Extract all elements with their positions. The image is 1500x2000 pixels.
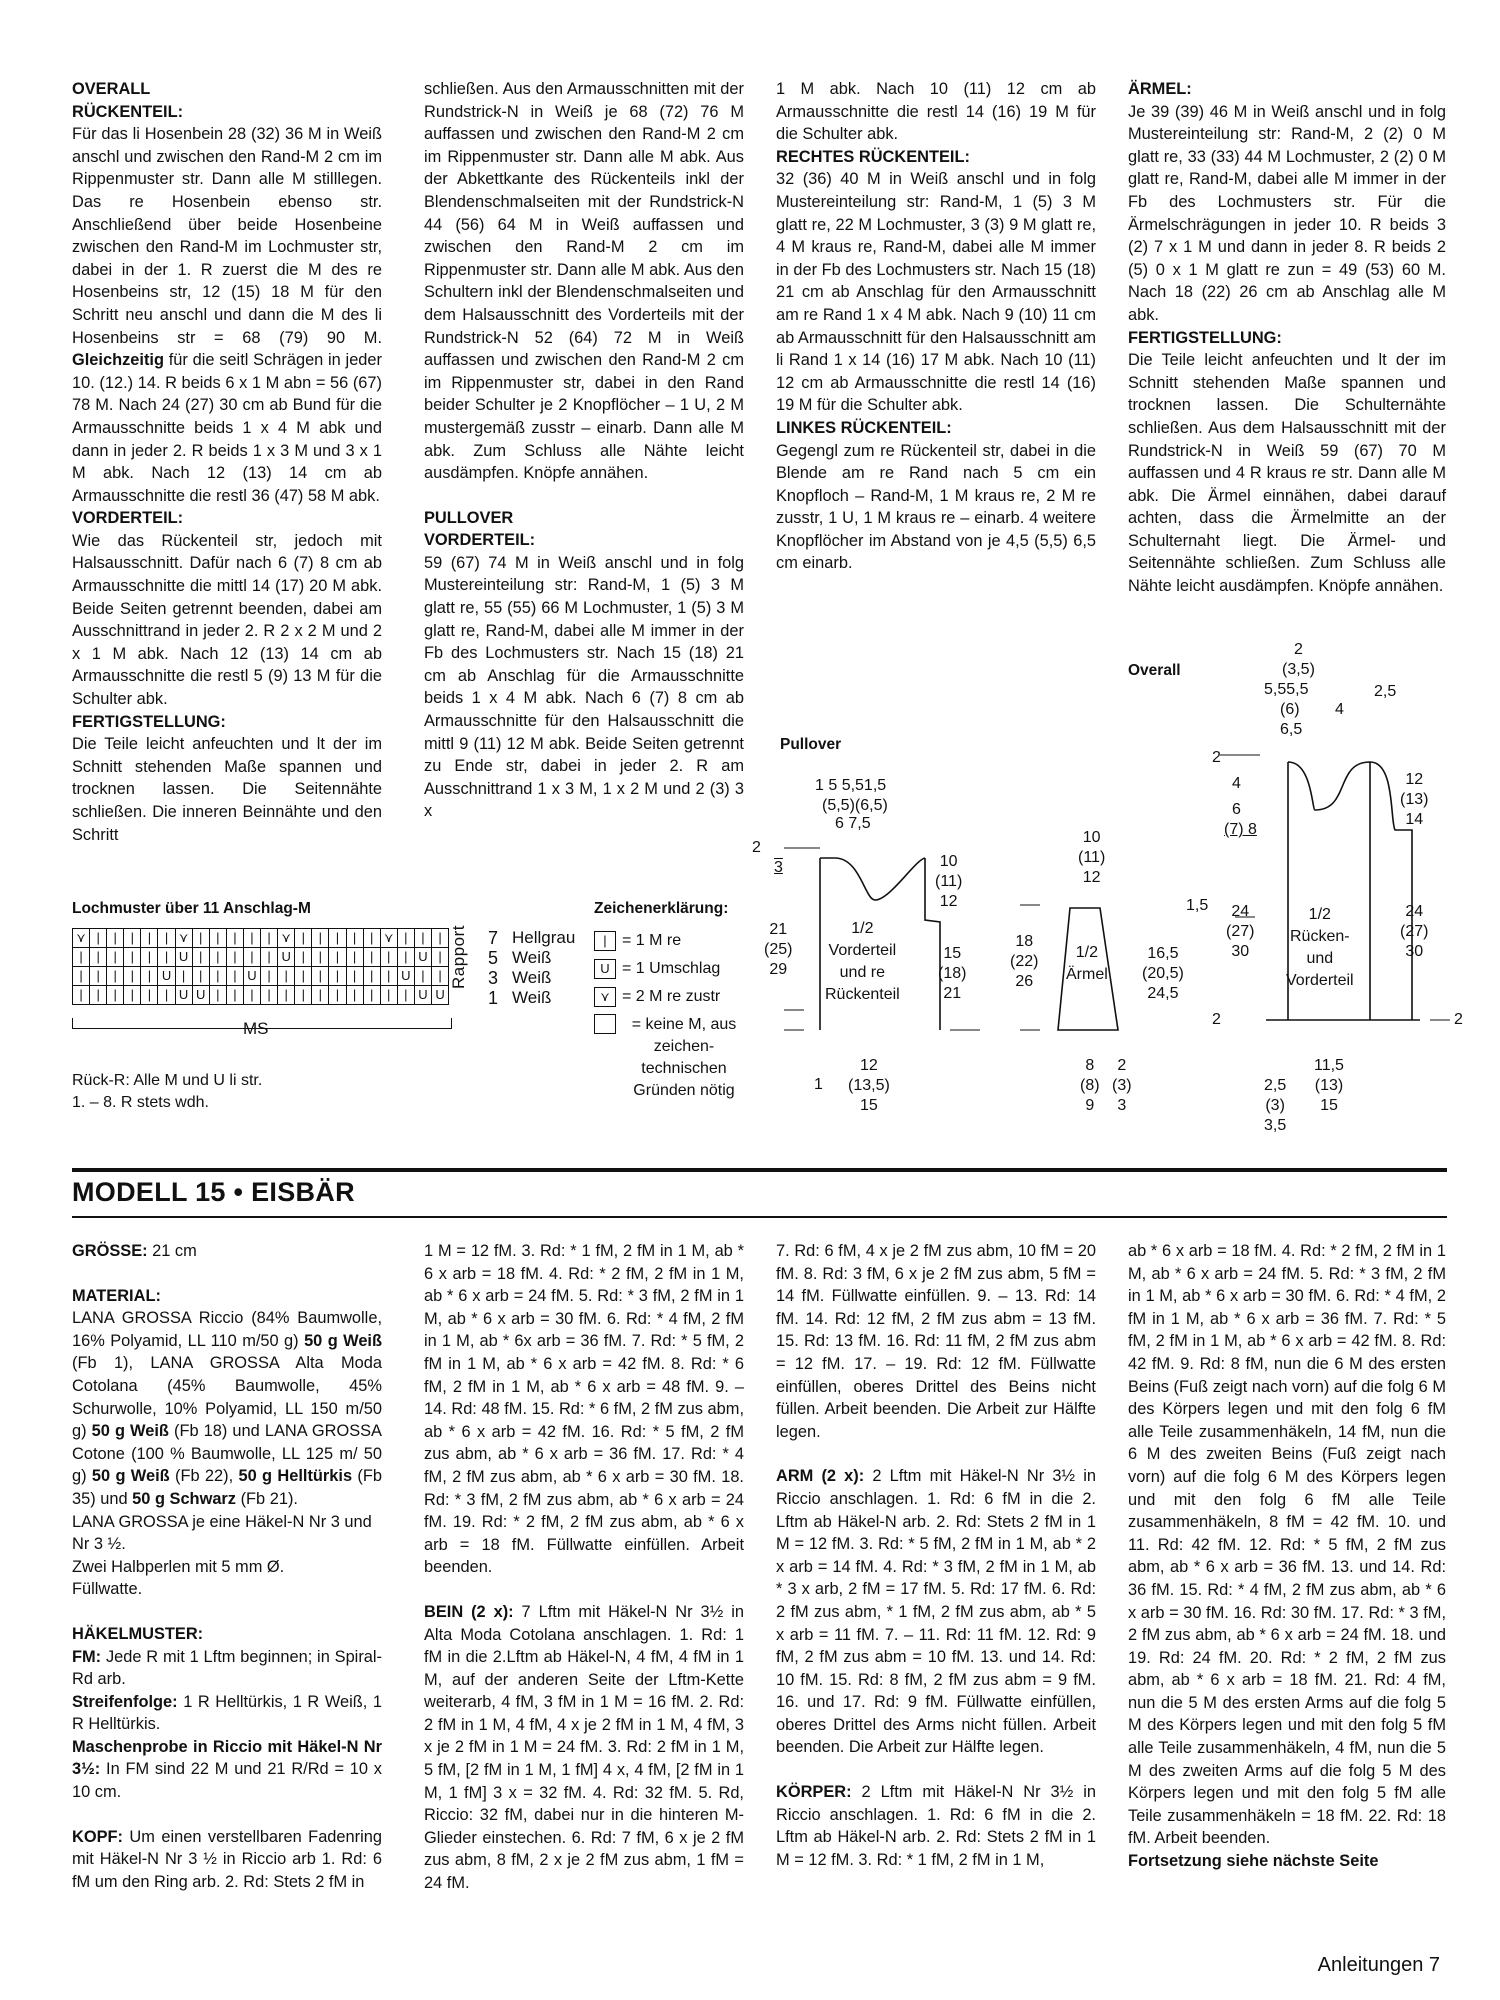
overall-left-2: 2 — [1212, 749, 1221, 766]
col3-text: 1 M abk. Nach 10 (11) 12 cm ab Armausschnitte die restl 14 (16) 19 M für die Schulter abk. — [776, 80, 1096, 144]
lochmuster-cell: | — [295, 948, 312, 967]
lochmuster-cell: U — [243, 967, 260, 986]
overall-bottom-115: 11,5 (13) 15 — [1314, 1057, 1344, 1114]
color-hellgrau: Hellgrau — [512, 928, 576, 947]
lochmuster-cell: | — [431, 967, 448, 986]
pullover-bottom-1: 1 — [814, 1076, 823, 1093]
modell-c1-para: LANA GROSSA je eine Häkel-N Nr 3 und Nr 3 ½. — [72, 1512, 372, 1554]
lochmuster-cell: | — [209, 986, 226, 1005]
lochmuster-cell: | — [73, 986, 90, 1005]
lochmuster-ms: MS — [243, 1019, 269, 1038]
modell-bein: BEIN (2 x): 7 Lftm mit Häkel-N Nr 3½ in Alta Moda Cotolana anschlagen. 1. Rd: 1 fM in die 2.Lftm ab Häkel-N, 4 fM, 4 fM in 1 M, auf der anderen Seite der Lftm-Kette weiterarb, 4 fM, 3 fM in 1 M = 16 fM. 2. Rd: 2 fM in 1 M, 4 fM, 4 x je 2 fM in 1 M, 4 fM, 3 x je 2 fM in 1 M = 24 fM. 3. Rd: 2 fM in 1 M, 5 fM, [2 fM in 1 M, 1 fM] 4 x, 4 fM, [2 fM in 1 M, 1 fM] 3 x = 32 fM. 4. Rd: 32 fM. 5. Rd, Riccio: 32 fM, dabei nur in die hinteren M-Glieder einstechen. 6. Rd: 7 fM, 6 x je 2 fM zus abm, 8 fM, 2 x je 2 fM zus abm, 1 fM = 24 fM. — [424, 1602, 744, 1893]
pullover-right-15: 15 (18) 21 — [938, 945, 967, 1002]
lochmuster-rapport: Rapport — [449, 925, 468, 989]
fertig-text: Die Teile leicht anfeuchten und lt der im Schnitt stehenden Maße spannen und trocknen lassen. Die Seitennähte schließen. Die inneren Beinnähte und den Schritt — [72, 735, 382, 844]
lochmuster-cell: | — [90, 967, 107, 986]
lochmuster-chart — [72, 928, 449, 1005]
modell-c1-material: LANA GROSSA Riccio (84% Baumwolle, 16% Polyamid, LL 110 m/50 g) 50 g Weiß (Fb 1), LANA GROSSA Alta Moda Cotolana (45% Baumwolle, 45% Schurwolle, 10% Polyamid, LL 150 m/50 g) 50 g Weiß (Fb 18) und LANA GROSSA Cotone (100 % Baumwolle, LL 125 m/ 50 g) 50 g Weiß (Fb 22), 50 g Helltürkis (Fb 35) und 50 g Schwarz (Fb 21). — [72, 1309, 382, 1508]
lochmuster-cell: | — [261, 986, 278, 1005]
fortsetzung: Fortsetzung siehe nächste Seite — [1128, 1852, 1379, 1871]
overall-left-165: 16,5 (20,5) 24,5 — [1142, 945, 1184, 1002]
modell-c3-text: 7. Rd: 6 fM, 4 x je 2 fM zus abm, 10 fM = 20 fM. 8. Rd: 3 fM, 6 x je 2 fM zus abm, 5 fM = 14 fM. Füllwatte einfüllen. 9. – 13. Rd: 14 fM. 14. Rd: 12 fM, 2 fM zus abm = 13 fM. 15. Rd: 13 fM. 16. Rd: 11 fM, 2 fM zus abm = 12 fM. 17. – 19. Rd: 12 fM. Füllwatte einfüllen, oberes Drittel des Beins nicht füllen. Arbeit beenden. Die Arbeit zur Hälfte legen. — [776, 1242, 1096, 1441]
overall-left-4: 4 — [1232, 775, 1241, 792]
lochmuster-cell: | — [158, 929, 175, 948]
overall-top-f: 6,5 — [1280, 721, 1303, 738]
lochmuster-title: Lochmuster über 11 Anschlag-M — [72, 900, 311, 917]
pullover-vorderteil-text: 59 (67) 74 M in Weiß anschl und in folg Mustereinteilung str: Rand-M, 1 (5) 3 M glatt re, 55 (55) 66 M Lochmuster, 1 (5) 3 M glatt re, Rand-M, dabei alle M immer in der Fb des Lochmusters str. Nach 15 (18) 21 cm ab Anschlag für die Armausschnitte beids 1 x 4 M abk. Nach 6 (7) 8 cm ab Armausschnitte für den Halsausschnitt die mittl 9 (11) 12 M abk. Beide Seiten getrennt zu Ende str, dabei in jeder 2. R am Ausschnittrand 1 x 3 M, 1 x 2 M und 2 (3) 3 x — [424, 553, 744, 821]
overall-right-24: 24 (27) 30 — [1400, 903, 1429, 960]
lochmuster-cell: | — [380, 948, 397, 967]
lochmuster-cell: | — [414, 967, 431, 986]
lochmuster-cell: | — [90, 986, 107, 1005]
column-1 — [72, 78, 382, 846]
rownum-7: 7 — [488, 928, 499, 948]
pullover-schema-label: Pullover — [780, 736, 842, 753]
overall-top-d: 4 — [1335, 701, 1344, 718]
rueckenteil-heading: RÜCKENTEIL: — [72, 102, 184, 121]
overall-top-c: (6) — [1280, 701, 1300, 718]
modell-column-3 — [776, 1240, 1096, 1871]
lochmuster-cell: | — [278, 986, 295, 1005]
lochmuster-cell: ⋎ — [73, 929, 90, 948]
lochmuster-cell: | — [243, 929, 260, 948]
lochmuster-cell: | — [363, 986, 380, 1005]
lochmuster-cell: | — [226, 967, 243, 986]
lochmuster-cell: | — [380, 967, 397, 986]
modell-c2-text: 1 M = 12 fM. 3. Rd: * 1 fM, 2 fM in 1 M, ab * 6 x arb = 18 fM. 4. Rd: * 2 fM, 2 fM in 1 M, ab * 6 x arb = 24 fM. 5. Rd: * 3 fM, 2 fM in 1 M, ab * 6 x arb = 30 fM. 6. Rd: * 4 fM, 2 fM in 1 M, ab * 6x arb = 36 fM. 7. Rd: * 5 fM, 2 fM in 1 M, ab * 6 x arb = 42 fM. 8. Rd: * 6 fM, 2 fM in 1 M, ab * 6 x arb = 48 fM. 9. – 14. Rd: 48 fM. 15. Rd: * 6 fM, 2 fM zus abm, ab * 6 x arb = 42 fM. 16. Rd: * 5 fM, 2 fM zus abm, ab * 6 x arb = 36 fM. 17. Rd: * 4 fM, 2 fM zus abm, ab * 6 x arb = 30 fM. 18. Rd: * 3 fM, 2 fM zus abm, ab * 6 x arb = 24 fM. 19. Rd: * 2 fM, 2 fM zus abm, ab * 6 x arb = 18 fM. Füllwatte einfüllen. Arbeit beenden. — [424, 1242, 744, 1577]
lochmuster-cell: | — [261, 929, 278, 948]
sleeve-top: 10 (11) 12 — [1078, 829, 1106, 886]
pullover-title: PULLOVER — [424, 508, 514, 527]
modell-c1-para: Maschenprobe in Riccio mit Häkel-N Nr 3½: In FM sind 22 M und 21 R/Rd = 10 x 10 cm. — [72, 1737, 382, 1802]
lochmuster-cell: | — [295, 986, 312, 1005]
fertig2-heading: FERTIGSTELLUNG: — [1128, 328, 1282, 347]
lochmuster-cell: | — [312, 986, 329, 1005]
lochmuster-cell: | — [312, 967, 329, 986]
legend-item-keine: = keine M, aus zeichen-technischen Gründen nötig — [594, 1014, 744, 1034]
aermel-heading: ÄRMEL: — [1128, 80, 1192, 98]
modell-c1-heading: MATERIAL: — [72, 1286, 161, 1305]
knit-symbol-icon: | — [594, 931, 616, 951]
modell-c1-para: GRÖSSE: 21 cm — [72, 1242, 197, 1260]
lochmuster-cell: | — [380, 986, 397, 1005]
modell-c1-para: Zwei Halbperlen mit 5 mm Ø. — [72, 1557, 285, 1576]
overall-left-78: (7) 8 — [1224, 821, 1257, 838]
vorderteil-heading: VORDERTEIL: — [72, 509, 184, 528]
modell-column-1 — [72, 1240, 382, 1893]
lochmuster-cell: | — [175, 967, 192, 986]
pullover-center: 1/2 Vorderteil und re Rückenteil — [825, 920, 900, 1003]
overall-bottom-2b: 2 — [1454, 1011, 1463, 1028]
lochmuster-cell: | — [209, 948, 226, 967]
pullover-vorderteil-heading: VORDERTEIL: — [424, 531, 536, 550]
section-rule-bottom — [72, 1216, 1447, 1218]
lochmuster-cell: | — [243, 986, 260, 1005]
sleeve-center: 1/2 Ärmel — [1066, 944, 1108, 983]
pullover-left-num: 21 (25) 29 — [764, 921, 793, 978]
overall-left-6: 6 — [1232, 801, 1241, 818]
lochmuster-row — [73, 967, 449, 986]
k2tog-symbol-icon: ⋎ — [594, 987, 616, 1007]
lochmuster-rownums — [488, 928, 498, 1008]
lochmuster-cell: | — [346, 948, 363, 967]
pullover-bottom: 12 (13,5) 15 — [848, 1057, 890, 1114]
yarn-over-symbol-icon: U — [594, 959, 616, 979]
lochmuster-cell: | — [397, 986, 414, 1005]
lochmuster-cell: | — [124, 986, 141, 1005]
lochmuster-cell: | — [124, 929, 141, 948]
modell-column-2 — [424, 1240, 744, 1895]
section-rule — [72, 1168, 1447, 1172]
lochmuster-cell: | — [431, 948, 448, 967]
modell-c4-text: ab * 6 x arb = 18 fM. 4. Rd: * 2 fM, 2 fM in 1 M, ab * 6 x arb = 24 fM. 5. Rd: * 3 fM, 2 fM in 1 M, ab * 6 x arb = 30 fM. 6. Rd: * 4 fM, 2 fM in 1 M, ab * 6 x arb = 36 fM. 7. Rd: * 5 fM, 2 fM in 1 M, ab * 6 x arb = 42 fM. 8. Rd: 42 fM. 9. Rd: 8 fM, nun die 6 M des ersten Beins (Fuß zeigt nach vorn) auf die folg 6 M des Körpers legen und mit den folg 6 fM alle Teile zusammenhäkeln, 14 fM, nun die 6 M des zweiten Beins (Fuß zeigt nach vorn) auf die folg 6 M des Körpers legen und mit den folg 6 fM alle Teile zusammenhäkeln, 8 fM = 42 fM. 10. und 11. Rd: 42 fM. 12. Rd: * 5 fM, 2 fM zus abm, ab * 6 x arb = 36 fM. 13. und 14. Rd: 36 fM. 15. Rd: * 4 fM, 2 fM zus abm, ab * 6 x arb = 30 fM. 16. Rd: 30 fM. 17. Rd: * 3 fM, 2 fM zus abm, ab * 6 x arb = 24 fM. 18. und 19. Rd: 24 fM. 20. Rd: * 2 fM, 2 fM zus abm, ab * 6 x arb = 18 fM. 21. Rd: 4 fM, nun die 5 M des ersten Arms auf die folg 5 M des Körpers legen und mit den folg 5 fM alle Teile zusammenhäkeln, 4 fM, nun die 5 M des zweiten Arms auf die folg 5 M des Körpers legen und mit den folg 5 fM alle Teile zusammenhäkeln = 18 fM. 22. Rd: 18 fM. Arbeit beenden. — [1128, 1242, 1446, 1848]
pullover-top-row: 1 5 5,51,5 — [815, 777, 887, 794]
column-4 — [1128, 78, 1446, 598]
lochmuster-cell: | — [90, 948, 107, 967]
lochmuster-cell: | — [192, 967, 209, 986]
lochmuster-row — [73, 929, 449, 948]
lochmuster-cell: | — [261, 967, 278, 986]
lochmuster-cell: | — [158, 986, 175, 1005]
linkes-text: Gegengl zum re Rückenteil str, dabei in die Blende am re Rand nach 5 cm ein Knopfloch – Rand-M, 1 M kraus re, 2 M re zusstr, 1 U, 1 M kraus re – einarb. 4 weitere Knopflöcher im Abstand von je 4,5 (5,5) 6,5 cm einarb. — [776, 441, 1096, 573]
lochmuster-cell: | — [329, 929, 346, 948]
lochmuster-cell: U — [414, 948, 431, 967]
lochmuster-cell: | — [312, 929, 329, 948]
vorderteil-text: Wie das Rückenteil str, jedoch mit Halsausschnitt. Dafür nach 6 (7) 8 cm ab Armausschnitte die mittl 14 (17) 20 M abk. Beide Seiten getrennt beenden, dabei am Ausschnittrand in jeder 2. R 2 x 2 M und 2 x 1 M abk. Nach 12 (13) 14 cm ab Armausschnitte die restl 5 (9) 13 M für die Schulter abk. — [72, 531, 382, 709]
lochmuster-cell: U — [175, 948, 192, 967]
linkes-heading: LINKES RÜCKENTEIL: — [776, 418, 952, 437]
lochmuster-cell: | — [346, 967, 363, 986]
fertig-heading: FERTIGSTELLUNG: — [72, 712, 226, 731]
lochmuster-cell: | — [363, 967, 380, 986]
legend-title: Zeichenerklärung: — [594, 900, 729, 917]
rechtes-text: 32 (36) 40 M in Weiß anschl und in folg Mustereinteilung str: Rand-M, 1 (5) 3 M glatt re, 22 M Lochmuster, 3 (3) 9 M glatt re, 4 M kraus re, Rand-M, dabei alle M immer in der Fb des Lochmusters str. Nach 15 (18) 21 cm ab Anschlag für den Armausschnitt am re Rand 1 x 4 M abk. Nach 9 (10) 11 cm ab Armausschnitt für den Halsausschnitt am li Rand 1 x 14 (16) 17 M abk. Nach 10 (11) 12 cm ab Armausschnitte die restl 14 (16) 19 M für die Schulter abk. — [776, 170, 1096, 415]
lochmuster-cell: | — [278, 967, 295, 986]
lochmuster-cell: | — [261, 948, 278, 967]
lochmuster-cell: U — [158, 967, 175, 986]
lochmuster-note1: Rück-R: Alle M und U li str. — [72, 1072, 263, 1089]
lochmuster-cell: U — [414, 986, 431, 1005]
lochmuster-cell: | — [397, 929, 414, 948]
lochmuster-cell: | — [73, 948, 90, 967]
lochmuster-cell: ⋎ — [278, 929, 295, 948]
lochmuster-cell: | — [141, 929, 158, 948]
lochmuster-cell: | — [209, 929, 226, 948]
lochmuster-cell: | — [346, 986, 363, 1005]
lochmuster-cell: | — [226, 948, 243, 967]
pullover-left-2: 2 — [752, 839, 761, 856]
sleeve-left: 18 (22) 26 — [1010, 933, 1039, 990]
lochmuster-cell: | — [141, 967, 158, 986]
lochmuster-cell: U — [175, 986, 192, 1005]
lochmuster-cell: | — [363, 948, 380, 967]
lochmuster-note2: 1. – 8. R stets wdh. — [72, 1094, 209, 1111]
lochmuster-cell: | — [329, 948, 346, 967]
lochmuster-cell: | — [192, 948, 209, 967]
modell-koerper: KÖRPER: 2 Lftm mit Häkel-N Nr 3½ in Riccio anschlagen. 1. Rd: 6 fM in die 2. Lftm ab Häkel-N arb. 2. Rd: Stets 2 fM in 1 M = 12 fM. 3. Rd: * 1 fM, 2 fM in 1 M, — [776, 1783, 1096, 1869]
lochmuster-cell: ⋎ — [175, 929, 192, 948]
col2-text: schließen. Aus den Armausschnitten mit der Rundstrick-N in Weiß je 68 (72) 76 M auffassen und zwischen den Rand-M 2 cm im Rippenmuster str. Dann alle M abk. Aus der Abkettkante des Rückenteils inkl der Blendenschmalseiten mit der Rundstrick-N 44 (56) 64 M in Weiß auffassen und zwischen den Rand-M 2 cm im Rippenmuster str. Dann alle M abk. Aus den Schultern inkl der Blendenschmalseiten und dem Halsausschnitt des Vorderteils mit der Rundstrick-N 52 (64) 72 M in Weiß auffassen und zwischen den Rand-M 2 cm im Rippenmuster str, dabei in den Rand beider Schulter je 2 Knopflöcher – 1 U, 2 M mustergemäß zusstr – einarb. Dann alle M abk. Zum Schluss alle Nähte leicht ausdämpfen. Knöpfe annähen. — [424, 80, 744, 483]
overall-top-e: 2,5 — [1374, 683, 1397, 700]
modell-arm: ARM (2 x): 2 Lftm mit Häkel-N Nr 3½ in Riccio anschlagen. 1. Rd: 6 fM in die 2. Lftm ab Häkel-N arb. 2. Rd: Stets 2 fM in 1 M = 12 fM. 3. Rd: * 5 fM, 2 fM in 1 M, ab * 2 x arb = 14 fM. 4. Rd: * 3 fM, 2 fM in 1 M, ab * 3 x arb, 2 fM = 17 fM. 5. Rd: 17 fM. 6. Rd: 2 fM zus abm, * 1 fM, 2 fM zus abm, ab * 5 x arb = 11 fM. 7. – 11. Rd: 11 fM. 12. Rd: 9 fM, 2 fM zus abm = 10 fM. 13. und 14. Rd: 10 fM. 15. Rd: 8 fM, 2 fM zus abm = 9 fM. 16. und 17. Rd: 9 fM. Füllwatte einfüllen, oberes Drittel des Arms nicht füllen. Arbeit beenden. Die Arbeit zur Hälfte legen. — [776, 1467, 1096, 1757]
lochmuster-cell: U — [192, 986, 209, 1005]
overall-top-a: 2 (3,5) — [1282, 641, 1315, 678]
rownum-3: 3 — [488, 968, 499, 988]
pullover-right-10: 10 (11) 12 — [935, 853, 963, 910]
lochmuster-cell: | — [226, 929, 243, 948]
color-weiss-5: Weiß — [512, 948, 552, 967]
lochmuster-cell: | — [107, 986, 124, 1005]
column-3 — [776, 78, 1096, 575]
overall-left-24: 24 (27) 30 — [1226, 903, 1255, 960]
color-weiss-3: Weiß — [512, 968, 552, 987]
sleeve-bottom: 8 (8) 9 — [1080, 1057, 1100, 1114]
lochmuster-cell: | — [90, 929, 107, 948]
lochmuster-cell: | — [363, 929, 380, 948]
modell-title: MODELL 15 • EISBÄR — [72, 1177, 355, 1207]
overall-schema-label: Overall — [1128, 662, 1181, 679]
lochmuster-cell: | — [312, 948, 329, 967]
lochmuster-cell: | — [346, 929, 363, 948]
lochmuster-cell: | — [158, 948, 175, 967]
lochmuster-cell: U — [431, 986, 448, 1005]
pullover-left-3: 3 — [774, 859, 783, 876]
lochmuster-cell: | — [329, 986, 346, 1005]
lochmuster-cell: | — [243, 948, 260, 967]
color-weiss-1: Weiß — [512, 988, 552, 1007]
lochmuster-cell: | — [141, 948, 158, 967]
lochmuster-cell: | — [73, 967, 90, 986]
overall-left-15: 1,5 — [1186, 897, 1209, 914]
pullover-top-row2: (5,5)(6,5) — [822, 797, 888, 814]
overall-bottom-2a: 2 — [1212, 1011, 1221, 1028]
overall-bottom-25: 2,5 (3) 3,5 — [1264, 1077, 1287, 1134]
modell-c1-heading: HÄKELMUSTER: — [72, 1624, 204, 1643]
lochmuster-cell: | — [107, 929, 124, 948]
lochmuster-cell: | — [397, 948, 414, 967]
overall-right-12: 12 (13) 14 — [1400, 771, 1429, 828]
page-footer: Anleitungen 7 — [1317, 1954, 1440, 1976]
rechtes-heading: RECHTES RÜCKENTEIL: — [776, 147, 970, 166]
overall-center: 1/2 Rücken- und Vorderteil — [1286, 906, 1354, 989]
lochmuster-colors — [512, 928, 575, 1008]
lochmuster-cell: | — [226, 986, 243, 1005]
rownum-5: 5 — [488, 948, 499, 968]
lochmuster-cell: U — [278, 948, 295, 967]
modell-c1-para: KOPF: Um einen verstellbaren Fadenring mit Häkel-N Nr 3 ½ in Riccio arb 1. Rd: 6 fM um den Ring arb. 2. Rd: Stets 2 fM in — [72, 1827, 382, 1891]
column-2 — [424, 78, 744, 823]
lochmuster-cell: | — [124, 948, 141, 967]
rownum-1: 1 — [488, 988, 499, 1008]
lochmuster-cell: | — [107, 967, 124, 986]
lochmuster-cell: | — [107, 948, 124, 967]
legend-item-umschlag: U = 1 Umschlag — [594, 958, 720, 980]
lochmuster-cell: | — [141, 986, 158, 1005]
lochmuster-cell: | — [414, 929, 431, 948]
overall-top-b: 5,55,5 — [1264, 681, 1309, 698]
modell-c1-para: Streifenfolge: 1 R Helltürkis, 1 R Weiß, 1 R Helltürkis. — [72, 1692, 382, 1734]
lochmuster-cell: | — [124, 967, 141, 986]
lochmuster-row — [73, 986, 449, 1005]
lochmuster-cell: U — [397, 967, 414, 986]
lochmuster-cell: | — [295, 967, 312, 986]
rueckenteil-text: Für das li Hosenbein 28 (32) 36 M in Weiß anschl und zwischen den Rand-M 2 cm im Rippenmuster str. Dann alle M stilllegen. Das re Hosenbein ebenso str. Anschließend über beide Hosenbeine zwischen den Rand-M im Lochmuster str, dabei in der 1. R zuerst die M des re Hosenbeins str, 12 (15) 18 M für den Schritt neu anschl und dann die M des li Hosenbeins str = 68 (79) 90 M. Gleichzeitig für die seitl Schrägen in jeder 10. (12.) 14. R beids 6 x 1 M abn = 56 (67) 78 M. Nach 24 (27) 30 cm ab Bund für die Armausschnitte beids 1 x 4 M abk und dann in jeder 2. R beids 1 x 3 M und 3 x 1 M abk. Nach 12 (13) 14 cm ab Armausschnitte die restl 36 (47) 58 M abk. — [72, 125, 382, 505]
aermel-text: Je 39 (39) 46 M in Weiß anschl und in folg Mustereinteilung str: Rand-M, 2 (2) 0 M glatt re, 33 (33) 44 M Lochmuster, 2 (2) 0 M glatt re, Rand-M, dabei alle M immer in der Fb des Lochmusters str. Für die Ärmelschrägungen in jeder 10. R beids 3 (2) 7 x 1 M und dann in jeder 8. R beids 2 (5) 0 x 1 M glatt re zun = 49 (53) 60 M. Nach 18 (22) 26 cm ab Anschlag alle M abk. — [1128, 102, 1446, 324]
lochmuster-cell: | — [209, 967, 226, 986]
lochmuster-cell: | — [329, 967, 346, 986]
lochmuster-cell: | — [192, 929, 209, 948]
sleeve-bottom2: 2 (3) 3 — [1112, 1057, 1132, 1114]
overall-title: OVERALL — [72, 80, 151, 98]
fertig2-text: Die Teile leicht anfeuchten und lt der im Schnitt stehenden Maße spannen und trocknen lassen. Die Schulternähte schließen. Aus dem Halsausschnitt mit der Rundstrick-N in Weiß 59 (67) 70 M auffassen und 4 R kraus re str. Dann alle M abk. Die Ärmel einnähen, dabei darauf achten, dass die Ärmelmitte an der Schulternaht liegt. Die Ärmel- und Seitennähte schließen. Zum Schluss alle Nähte leicht ausdämpfen. Knöpfe annähen. — [1128, 351, 1446, 596]
legend-item-re: | = 1 M re — [594, 930, 681, 952]
modell-column-4 — [1128, 1240, 1446, 1873]
lochmuster-cell: | — [431, 929, 448, 948]
pullover-top-row3: 6 7,5 — [835, 815, 871, 832]
lochmuster-cell: | — [295, 929, 312, 948]
legend-item-zustr: ⋎ = 2 M re zustr — [594, 986, 720, 1008]
lochmuster-cell: ⋎ — [380, 929, 397, 948]
modell-c1-para: Füllwatte. — [72, 1580, 143, 1599]
modell-c1-para: FM: Jede R mit 1 Lftm beginnen; in Spiral-Rd arb. — [72, 1647, 382, 1689]
lochmuster-row — [73, 948, 449, 967]
